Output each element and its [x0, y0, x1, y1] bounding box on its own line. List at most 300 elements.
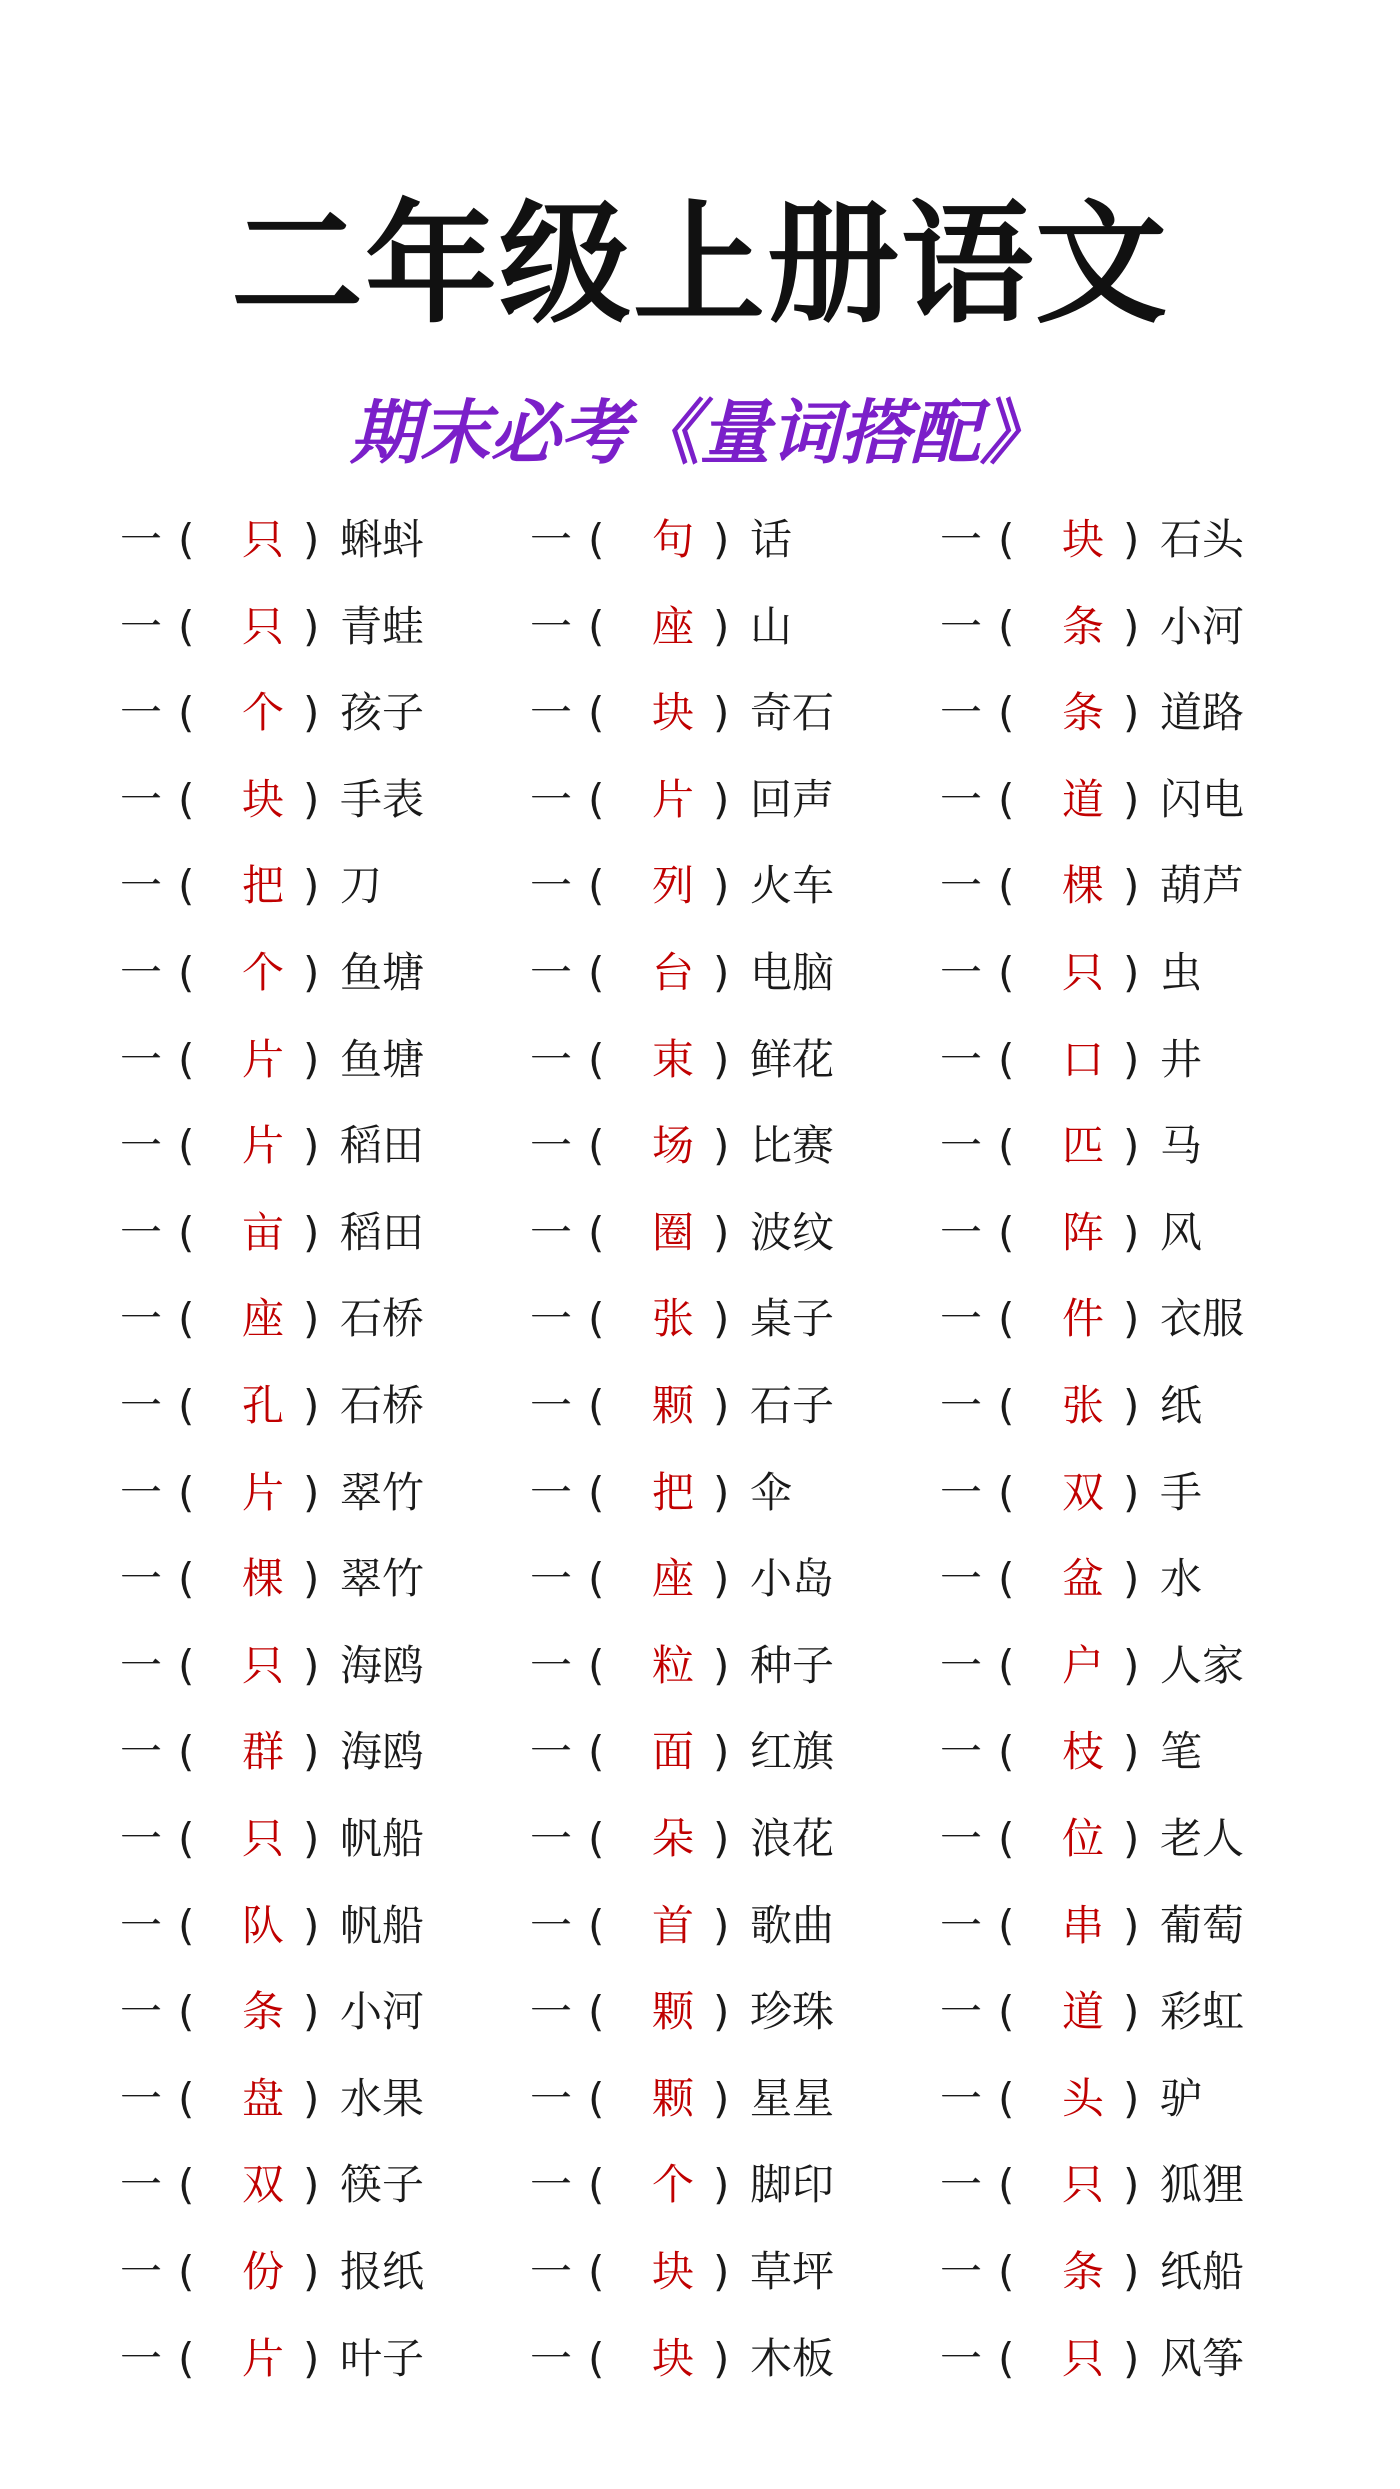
measure-word-answer: 块 [241, 774, 284, 824]
close-paren: ) [303, 1467, 320, 1517]
measure-word-item [120, 2237, 500, 2307]
measure-word-item [530, 2150, 910, 2220]
numeral-one: 一 [120, 1034, 163, 1084]
measure-word-item [120, 1804, 500, 1874]
measure-word-item [120, 678, 500, 748]
measure-word-item [940, 1977, 1320, 2047]
open-paren: ( [178, 2073, 195, 2123]
measure-word-item [530, 1198, 910, 1268]
noun-text: 翠竹 [340, 1554, 425, 1604]
measure-word-answer: 只 [1061, 2160, 1104, 2210]
close-paren: ) [303, 948, 320, 997]
open-paren: ( [998, 2160, 1015, 2210]
close-paren: ) [713, 1207, 730, 1257]
measure-word-item [120, 1977, 500, 2047]
measure-word-item [530, 2237, 910, 2307]
open-paren: ( [588, 1987, 605, 2037]
measure-word-item [530, 851, 910, 921]
open-paren: ( [588, 1640, 605, 1690]
measure-word-item [940, 505, 1320, 575]
close-paren: ) [1123, 1727, 1140, 1777]
close-paren: ) [303, 688, 320, 738]
measure-word-item [120, 1891, 500, 1961]
noun-text: 小河 [340, 1987, 425, 2037]
measure-word-item [120, 1371, 500, 1441]
close-paren: ) [1123, 1554, 1140, 1604]
numeral-one: 一 [120, 2160, 163, 2210]
measure-word-item [940, 1284, 1320, 1354]
measure-word-answer: 只 [241, 601, 284, 651]
open-paren: ( [178, 1381, 195, 1430]
page-title: 二年级上册语文 [231, 188, 1169, 342]
measure-word-answer: 条 [1061, 601, 1104, 651]
numeral-one: 一 [120, 1121, 163, 1171]
noun-text: 风筝 [1160, 2333, 1245, 2383]
noun-text: 彩虹 [1160, 1987, 1245, 2037]
measure-word-item [120, 1717, 500, 1787]
measure-word-item [940, 2237, 1320, 2307]
measure-word-item [530, 765, 910, 835]
measure-word-answer: 个 [651, 2160, 694, 2210]
measure-word-item [940, 851, 1320, 921]
noun-text: 风 [1160, 1207, 1203, 1257]
numeral-one: 一 [120, 1814, 163, 1863]
noun-text: 种子 [750, 1640, 835, 1690]
measure-word-answer: 条 [1061, 2247, 1104, 2296]
measure-word-answer: 个 [241, 948, 284, 997]
measure-word-answer: 串 [1061, 1900, 1104, 1950]
close-paren: ) [713, 2073, 730, 2123]
measure-word-answer: 块 [651, 688, 694, 738]
measure-word-item [120, 1631, 500, 1701]
close-paren: ) [303, 515, 320, 564]
numeral-one: 一 [940, 2073, 983, 2123]
open-paren: ( [178, 861, 195, 911]
measure-word-item [120, 1198, 500, 1268]
measure-word-item [530, 678, 910, 748]
close-paren: ) [713, 861, 730, 911]
close-paren: ) [713, 2333, 730, 2383]
noun-text: 道路 [1160, 688, 1245, 738]
measure-word-item [940, 2064, 1320, 2134]
close-paren: ) [1123, 1294, 1140, 1344]
numeral-one: 一 [530, 1814, 573, 1863]
numeral-one: 一 [940, 2247, 983, 2296]
measure-word-answer: 台 [651, 948, 694, 997]
close-paren: ) [713, 774, 730, 824]
noun-text: 刀 [340, 861, 383, 911]
measure-word-answer: 头 [1061, 2073, 1104, 2123]
numeral-one: 一 [940, 1207, 983, 1257]
measure-word-item [530, 1631, 910, 1701]
measure-word-answer: 圈 [651, 1207, 694, 1257]
close-paren: ) [713, 1294, 730, 1344]
close-paren: ) [1123, 2247, 1140, 2296]
measure-word-answer: 个 [241, 688, 284, 738]
numeral-one: 一 [940, 1727, 983, 1777]
measure-word-answer: 块 [651, 2333, 694, 2383]
measure-word-answer: 只 [241, 515, 284, 564]
measure-word-item [530, 1458, 910, 1528]
noun-text: 海鸥 [340, 1640, 425, 1690]
measure-word-answer: 句 [651, 515, 694, 564]
close-paren: ) [1123, 601, 1140, 651]
measure-word-answer: 棵 [1061, 861, 1104, 911]
open-paren: ( [178, 1121, 195, 1171]
close-paren: ) [1123, 688, 1140, 738]
measure-word-item [120, 938, 500, 1008]
close-paren: ) [713, 1814, 730, 1863]
open-paren: ( [998, 948, 1015, 997]
numeral-one: 一 [940, 1814, 983, 1863]
measure-word-item [530, 505, 910, 575]
numeral-one: 一 [940, 515, 983, 564]
noun-text: 波纹 [750, 1207, 835, 1257]
noun-text: 青蛙 [340, 601, 425, 651]
numeral-one: 一 [120, 1900, 163, 1950]
measure-word-answer: 只 [241, 1814, 284, 1863]
close-paren: ) [303, 1207, 320, 1257]
measure-word-answer: 口 [1061, 1034, 1104, 1084]
open-paren: ( [178, 1467, 195, 1517]
close-paren: ) [1123, 2073, 1140, 2123]
open-paren: ( [998, 861, 1015, 911]
measure-word-item [530, 1284, 910, 1354]
measure-word-item [940, 2150, 1320, 2220]
measure-word-item [530, 938, 910, 1008]
measure-word-answer: 只 [241, 1640, 284, 1690]
measure-word-answer: 条 [241, 1987, 284, 2037]
close-paren: ) [303, 2333, 320, 2383]
measure-word-item [940, 1804, 1320, 1874]
measure-word-item [940, 1631, 1320, 1701]
measure-word-item [530, 1804, 910, 1874]
noun-text: 水果 [340, 2073, 425, 2123]
measure-word-item [940, 1025, 1320, 1095]
noun-text: 叶子 [340, 2333, 425, 2383]
numeral-one: 一 [120, 2247, 163, 2296]
open-paren: ( [998, 1640, 1015, 1690]
numeral-one: 一 [120, 1727, 163, 1777]
measure-word-item [940, 938, 1320, 1008]
numeral-one: 一 [940, 1467, 983, 1517]
noun-text: 纸船 [1160, 2247, 1245, 2296]
open-paren: ( [588, 1900, 605, 1950]
noun-text: 人家 [1160, 1640, 1245, 1690]
measure-word-answer: 颗 [651, 1987, 694, 2037]
open-paren: ( [178, 1727, 195, 1777]
measure-word-answer: 片 [241, 1121, 284, 1171]
close-paren: ) [303, 2073, 320, 2123]
numeral-one: 一 [940, 948, 983, 997]
close-paren: ) [713, 1467, 730, 1517]
numeral-one: 一 [120, 861, 163, 911]
open-paren: ( [178, 2160, 195, 2210]
measure-word-answer: 座 [241, 1294, 284, 1344]
noun-text: 鱼塘 [340, 948, 425, 997]
measure-word-item [530, 1717, 910, 1787]
noun-text: 笔 [1160, 1727, 1203, 1777]
close-paren: ) [303, 1294, 320, 1344]
measure-word-answer: 座 [651, 1554, 694, 1604]
measure-word-item [940, 1198, 1320, 1268]
open-paren: ( [998, 1987, 1015, 2037]
open-paren: ( [588, 1554, 605, 1604]
measure-word-answer: 块 [1061, 515, 1104, 564]
measure-word-item [120, 1458, 500, 1528]
measure-word-item [940, 678, 1320, 748]
open-paren: ( [588, 1294, 605, 1344]
noun-text: 石桥 [340, 1294, 425, 1344]
noun-text: 筷子 [340, 2160, 425, 2210]
open-paren: ( [178, 1640, 195, 1690]
measure-word-answer: 场 [651, 1121, 694, 1171]
close-paren: ) [713, 2247, 730, 2296]
noun-text: 稻田 [340, 1207, 425, 1257]
measure-word-answer: 片 [651, 774, 694, 824]
close-paren: ) [303, 1814, 320, 1863]
open-paren: ( [998, 1900, 1015, 1950]
measure-word-answer: 片 [241, 1034, 284, 1084]
close-paren: ) [713, 1727, 730, 1777]
noun-text: 帆船 [340, 1814, 425, 1863]
open-paren: ( [998, 1121, 1015, 1171]
measure-word-answer: 道 [1061, 774, 1104, 824]
measure-word-item [530, 1111, 910, 1181]
open-paren: ( [588, 948, 605, 997]
numeral-one: 一 [120, 601, 163, 651]
noun-text: 手表 [340, 774, 425, 824]
numeral-one: 一 [120, 1294, 163, 1344]
measure-word-item [120, 1284, 500, 1354]
open-paren: ( [588, 515, 605, 564]
measure-word-item [530, 1371, 910, 1441]
noun-text: 衣服 [1160, 1294, 1245, 1344]
measure-word-answer: 阵 [1061, 1207, 1104, 1257]
noun-text: 鱼塘 [340, 1034, 425, 1084]
numeral-one: 一 [120, 1467, 163, 1517]
measure-word-answer: 把 [651, 1467, 694, 1517]
noun-text: 小岛 [750, 1554, 835, 1604]
noun-text: 稻田 [340, 1121, 425, 1171]
open-paren: ( [998, 688, 1015, 738]
noun-text: 比赛 [750, 1121, 835, 1171]
noun-text: 蝌蚪 [340, 515, 425, 564]
close-paren: ) [713, 1987, 730, 2037]
open-paren: ( [178, 1900, 195, 1950]
open-paren: ( [998, 1467, 1015, 1517]
numeral-one: 一 [940, 1381, 983, 1430]
numeral-one: 一 [120, 1640, 163, 1690]
numeral-one: 一 [940, 1034, 983, 1084]
close-paren: ) [303, 861, 320, 911]
close-paren: ) [303, 1034, 320, 1084]
numeral-one: 一 [530, 1121, 573, 1171]
noun-text: 桌子 [750, 1294, 835, 1344]
noun-text: 石子 [750, 1381, 835, 1430]
close-paren: ) [303, 2247, 320, 2296]
open-paren: ( [178, 948, 195, 997]
open-paren: ( [998, 2073, 1015, 2123]
numeral-one: 一 [120, 2073, 163, 2123]
close-paren: ) [303, 1121, 320, 1171]
noun-text: 葫芦 [1160, 861, 1245, 911]
close-paren: ) [1123, 861, 1140, 911]
noun-text: 回声 [750, 774, 835, 824]
noun-text: 浪花 [750, 1814, 835, 1863]
numeral-one: 一 [120, 948, 163, 997]
noun-text: 电脑 [750, 948, 835, 997]
numeral-one: 一 [940, 1987, 983, 2037]
open-paren: ( [588, 1034, 605, 1084]
measure-word-item [940, 1458, 1320, 1528]
numeral-one: 一 [530, 1640, 573, 1690]
close-paren: ) [303, 1640, 320, 1690]
numeral-one: 一 [530, 1987, 573, 2037]
numeral-one: 一 [940, 2160, 983, 2210]
measure-word-item [940, 2324, 1320, 2394]
measure-word-answer: 面 [651, 1727, 694, 1777]
numeral-one: 一 [530, 2333, 573, 2383]
measure-word-answer: 枝 [1061, 1727, 1104, 1777]
measure-word-item [120, 1111, 500, 1181]
noun-text: 小河 [1160, 601, 1245, 651]
noun-text: 木板 [750, 2333, 835, 2383]
close-paren: ) [1123, 1121, 1140, 1171]
close-paren: ) [713, 688, 730, 738]
open-paren: ( [998, 1554, 1015, 1604]
close-paren: ) [1123, 1034, 1140, 1084]
numeral-one: 一 [940, 861, 983, 911]
measure-word-answer: 双 [241, 2160, 284, 2210]
noun-text: 鲜花 [750, 1034, 835, 1084]
open-paren: ( [998, 2333, 1015, 2383]
noun-text: 手 [1160, 1467, 1203, 1517]
close-paren: ) [713, 1381, 730, 1430]
numeral-one: 一 [530, 688, 573, 738]
measure-word-answer: 列 [651, 861, 694, 911]
close-paren: ) [1123, 2333, 1140, 2383]
measure-word-item [120, 2064, 500, 2134]
numeral-one: 一 [940, 1554, 983, 1604]
numeral-one: 一 [530, 1034, 573, 1084]
numeral-one: 一 [530, 1381, 573, 1430]
open-paren: ( [588, 2333, 605, 2383]
open-paren: ( [588, 1207, 605, 1257]
close-paren: ) [1123, 948, 1140, 997]
open-paren: ( [178, 1987, 195, 2037]
noun-text: 狐狸 [1160, 2160, 1245, 2210]
measure-word-item [120, 2150, 500, 2220]
noun-text: 石桥 [340, 1381, 425, 1430]
measure-word-answer: 位 [1061, 1814, 1104, 1863]
noun-text: 海鸥 [340, 1727, 425, 1777]
numeral-one: 一 [120, 774, 163, 824]
numeral-one: 一 [530, 1207, 573, 1257]
open-paren: ( [588, 1467, 605, 1517]
numeral-one: 一 [940, 688, 983, 738]
open-paren: ( [178, 1294, 195, 1344]
measure-word-item [530, 2324, 910, 2394]
open-paren: ( [588, 2247, 605, 2296]
close-paren: ) [1123, 515, 1140, 564]
measure-word-item [940, 1544, 1320, 1614]
close-paren: ) [1123, 2160, 1140, 2210]
close-paren: ) [713, 1034, 730, 1084]
open-paren: ( [998, 1814, 1015, 1863]
measure-word-item [120, 851, 500, 921]
noun-text: 虫 [1160, 948, 1203, 997]
numeral-one: 一 [530, 1900, 573, 1950]
measure-word-item [940, 1891, 1320, 1961]
noun-text: 马 [1160, 1121, 1203, 1171]
measure-word-item [940, 1111, 1320, 1181]
close-paren: ) [1123, 1987, 1140, 2037]
close-paren: ) [713, 2160, 730, 2210]
numeral-one: 一 [530, 2073, 573, 2123]
noun-text: 水 [1160, 1554, 1203, 1604]
measure-word-item [940, 1371, 1320, 1441]
measure-word-answer: 盆 [1061, 1554, 1104, 1604]
noun-text: 报纸 [340, 2247, 425, 2296]
measure-word-answer: 盘 [241, 2073, 284, 2123]
numeral-one: 一 [530, 1554, 573, 1604]
close-paren: ) [713, 1900, 730, 1950]
measure-word-item [940, 765, 1320, 835]
close-paren: ) [1123, 774, 1140, 824]
numeral-one: 一 [940, 1900, 983, 1950]
measure-word-item [940, 1717, 1320, 1787]
measure-word-item [530, 1977, 910, 2047]
close-paren: ) [1123, 1467, 1140, 1517]
measure-word-item [530, 1891, 910, 1961]
open-paren: ( [998, 601, 1015, 651]
measure-word-item [120, 505, 500, 575]
noun-text: 草坪 [750, 2247, 835, 2296]
measure-word-answer: 片 [241, 2333, 284, 2383]
noun-text: 孩子 [340, 688, 425, 738]
noun-text: 驴 [1160, 2073, 1203, 2123]
close-paren: ) [713, 515, 730, 564]
open-paren: ( [588, 1727, 605, 1777]
numeral-one: 一 [530, 1467, 573, 1517]
measure-word-answer: 道 [1061, 1987, 1104, 2037]
noun-text: 翠竹 [340, 1467, 425, 1517]
open-paren: ( [588, 1814, 605, 1863]
close-paren: ) [713, 1121, 730, 1171]
measure-word-answer: 颗 [651, 1381, 694, 1430]
measure-word-answer: 颗 [651, 2073, 694, 2123]
noun-text: 石头 [1160, 515, 1245, 564]
measure-word-answer: 张 [651, 1294, 694, 1344]
measure-word-answer: 条 [1061, 688, 1104, 738]
page-subtitle: 期末必考《量词搭配》 [350, 392, 1050, 474]
close-paren: ) [713, 1640, 730, 1690]
open-paren: ( [588, 861, 605, 911]
noun-text: 奇石 [750, 688, 835, 738]
measure-word-answer: 件 [1061, 1294, 1104, 1344]
measure-word-answer: 队 [241, 1900, 284, 1950]
measure-word-answer: 束 [651, 1034, 694, 1084]
numeral-one: 一 [530, 861, 573, 911]
numeral-one: 一 [530, 948, 573, 997]
measure-word-answer: 份 [241, 2247, 284, 2296]
numeral-one: 一 [120, 1207, 163, 1257]
close-paren: ) [303, 1554, 320, 1604]
numeral-one: 一 [120, 1987, 163, 2037]
open-paren: ( [588, 688, 605, 738]
measure-word-answer: 亩 [241, 1207, 284, 1257]
